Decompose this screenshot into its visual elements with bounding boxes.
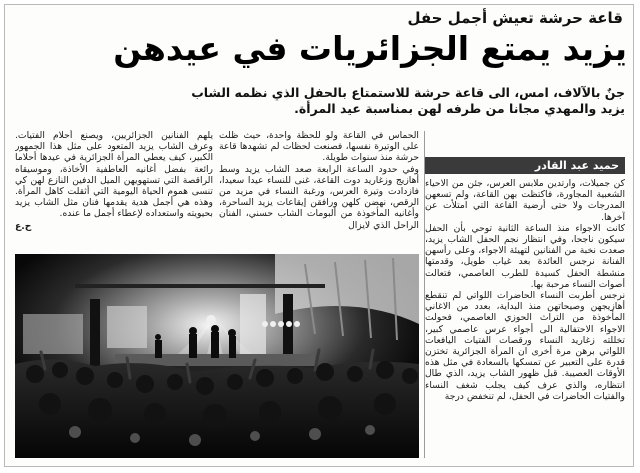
article-kicker: قاعة حرشة تعيش أجمل حفل bbox=[407, 9, 623, 27]
concert-photo bbox=[15, 254, 419, 458]
article-paragraph: كن جميلات، وارتدين ملابس العرس، جئن من الاحياء الشعبية المجاورة، فاكتظت بهن القاعة، ولم تسعهن المدرجات ولا حتى أرضية القاعة التي امتلأت عن آخرها. bbox=[425, 178, 625, 223]
concert-photo-image bbox=[15, 254, 419, 458]
article-paragraph: نرجس أطربت النساء الحاضرات اللواتي لم تنقطع أهازيجهن وصيحاتهن منذ البداية، بعدد من الاغاني المأخوذة من التراث الحوزي العاصمي، فحولت الاجواء الاحتفالية الى أجواء عرس عاصمي كبير، تخللته زغاريد النساء ورقصات الفتيات اليافعات اللواتي برهن مرة أخرى ان المرأة الجزائرية تختزن قدرة على التعبير عن تمسكها بالسعادة في مثل هذه الأوقات العصيبة. قبل ظهور الشاب يزيد، الذي طال انتظاره، والذي عرف كيف يجلب شغف النساء والفتيات الحاضرات في الحفل، لم تنخفض درجة bbox=[425, 290, 625, 402]
article-column-right bbox=[425, 157, 625, 457]
article-column-middle bbox=[219, 130, 419, 250]
article-paragraph: الحماس في القاعة ولو للحظة واحدة، حيث ظلت على الوتيرة نفسها، فصنعت لحظات لم تشهدها قاعة حرشة منذ سنوات طويلة. bbox=[219, 130, 419, 164]
article-subhead: جنٌ بالآلاف، امس، الى قاعة حرشة للاستمتاع بالحفل الذي نظمه الشاب يزيد والمهدي مجانا من طرفه لهن بمناسبة عيد المرأة. bbox=[191, 85, 625, 116]
article-paragraph: يلهم الفنانين الجزائريين، ويصنع أحلام الفتيات. وعرف الشاب يزيد المتعود على مثل هذا الجمهور الكبير، كيف يعطي المرأة الجزائرية في عيدها أحلاما رائعة بفضل أغانيه العاطفية الأخاذة، وموسيقاه الراقصة التي تستهويهن الميل الدفين النازع لهن كي تنسى هموم الحياة اليومية التي أثقلت كاهل المرأة. وهذه هي أجمل هدية يقدمها فنان مثل الشاب يزيد بحيويته واستعداده لإعطاء أجمل ما عنده. bbox=[15, 130, 213, 220]
column-divider bbox=[424, 131, 425, 458]
article-headline: يزيد يمتع الجزائريات في عيدهن bbox=[113, 29, 627, 68]
article-paragraph: وفي حدود الساعة الرابعة صعد الشاب يزيد وسط أهازيج وزغاريد دوت القاعة، غنى للنساء عيدا سعيدا، فازدادت وتيرة العرس، ورغبة النساء في مزيد من الرقص، نهضن كلهن ورافقن إيقاعات يزيد الساحرة، وأغانيه المأخوذة من ألبومات الشاب حسني، الفنان الراحل الذي لايزال bbox=[219, 163, 419, 231]
article-signature: ح.ع bbox=[15, 220, 32, 232]
author-byline: حميد عبد القادر bbox=[425, 157, 625, 174]
newspaper-page bbox=[4, 4, 634, 467]
article-column-left bbox=[15, 130, 213, 252]
article-paragraph: كانت الاجواء منذ الساعة الثانية توحي بأن الحفل سيكون ناجحا، وفي انتظار نجم الحفل الشاب يزيد، صعدت نخبة من الفنانين لتهيئة الاجواء، وعلى رأسهن الفنانة نرجس العائدة بعد غياب طويل، وقدمتها منشطة الحفل كسيدة للطرب العاصمي، فتعالت أصوات النساء مرحبة بها. bbox=[425, 222, 625, 290]
